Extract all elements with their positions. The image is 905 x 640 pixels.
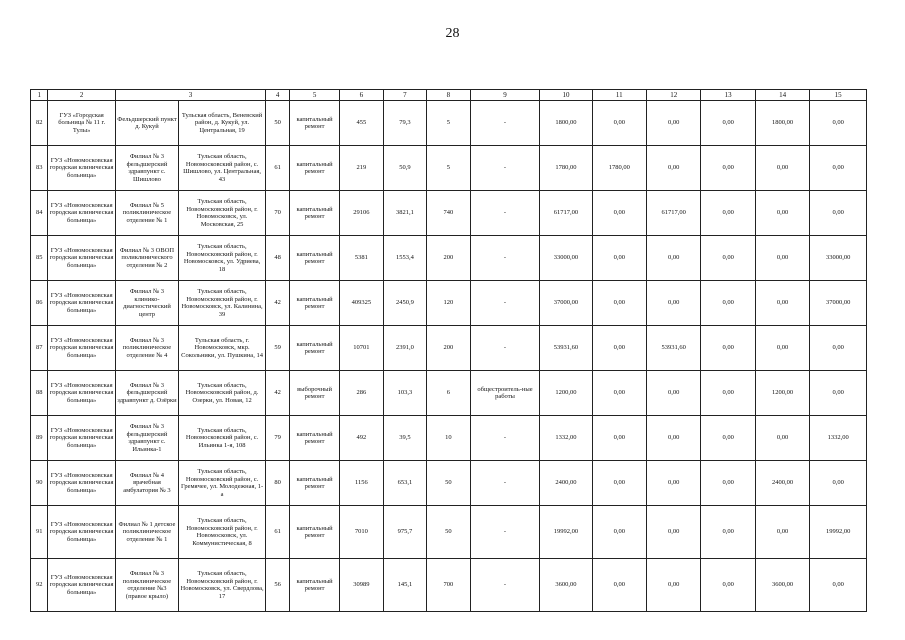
table-row — [31, 559, 867, 612]
c4-cell: 79 — [266, 416, 290, 461]
c14-cell: 0,00 — [755, 146, 809, 191]
work-type-cell: капитальный ремонт — [290, 559, 340, 612]
c8-cell: 200 — [427, 326, 471, 371]
address-cell: Тульская область, Веневский район, д. Кукуй, ул. Центральная, 19 — [179, 101, 266, 146]
unit-cell: Филиал № 3 клинико-диагностический центр — [115, 281, 178, 326]
c15-cell: 33000,00 — [810, 236, 867, 281]
unit-cell: Филиал № 3 поликлиническое отделение № 4 — [115, 326, 178, 371]
work-type-cell: капитальный ремонт — [290, 506, 340, 559]
c15-cell: 37000,00 — [810, 281, 867, 326]
c14-cell: 0,00 — [755, 236, 809, 281]
organization-cell: ГУЗ «Новомосковская городская клиническая больница» — [48, 146, 115, 191]
address-cell: Тульская область, Новомосковский район, с. Шишлово, ул. Центральная, 43 — [179, 146, 266, 191]
c4-cell: 61 — [266, 146, 290, 191]
unit-cell: Филиал № 4 врачебная амбулатория № 3 — [115, 461, 178, 506]
column-header: 12 — [647, 90, 701, 101]
work-type-cell: капитальный ремонт — [290, 236, 340, 281]
row-number-cell: 92 — [31, 559, 48, 612]
table-row — [31, 371, 867, 416]
c12-cell: 0,00 — [647, 371, 701, 416]
work-type-cell: капитальный ремонт — [290, 416, 340, 461]
row-number-cell: 82 — [31, 101, 48, 146]
c4-cell: 42 — [266, 371, 290, 416]
address-cell: Тульская область, Новомосковский район, г. Новомосковск, ул. Коммунистическая, 8 — [179, 506, 266, 559]
c4-cell: 56 — [266, 559, 290, 612]
c9-cell: - — [470, 146, 540, 191]
column-header: 11 — [592, 90, 646, 101]
c7-cell: 975,7 — [383, 506, 427, 559]
c15-cell: 0,00 — [810, 191, 867, 236]
c13-cell: 0,00 — [701, 559, 755, 612]
c8-cell: 700 — [427, 559, 471, 612]
c4-cell: 42 — [266, 281, 290, 326]
c15-cell: 0,00 — [810, 101, 867, 146]
c11-cell: 1780,00 — [592, 146, 646, 191]
c9-cell: - — [470, 236, 540, 281]
c10-cell: 1780,00 — [540, 146, 592, 191]
page-number: 28 — [445, 26, 460, 41]
column-header: 8 — [427, 90, 471, 101]
c12-cell: 0,00 — [647, 461, 701, 506]
c4-cell: 50 — [266, 101, 290, 146]
c7-cell: 145,1 — [383, 559, 427, 612]
organization-cell: ГУЗ «Новомосковская городская клиническая больница» — [48, 559, 115, 612]
organization-cell: ГУЗ «Новомосковская городская клиническая больница» — [48, 191, 115, 236]
row-number-cell: 87 — [31, 326, 48, 371]
row-number-cell: 89 — [31, 416, 48, 461]
column-header-row — [31, 90, 867, 101]
c7-cell: 103,3 — [383, 371, 427, 416]
c6-cell: 1156 — [340, 461, 384, 506]
c6-cell: 409325 — [340, 281, 384, 326]
c11-cell: 0,00 — [592, 281, 646, 326]
address-cell: Тульская область, г. Новомосковск, мкр. Сокольники, ул. Пушкина, 14 — [179, 326, 266, 371]
c8-cell: 10 — [427, 416, 471, 461]
c4-cell: 61 — [266, 506, 290, 559]
column-header: 13 — [701, 90, 755, 101]
work-type-cell: капитальный ремонт — [290, 281, 340, 326]
unit-cell: Филиал № 3 поликлиническое отделение №3 (правое крыло) — [115, 559, 178, 612]
c9-cell: общестроитель-ные работы — [470, 371, 540, 416]
c10-cell: 53931,60 — [540, 326, 592, 371]
c9-cell: - — [470, 326, 540, 371]
c9-cell: - — [470, 461, 540, 506]
c10-cell: 19992,00 — [540, 506, 592, 559]
c12-cell: 0,00 — [647, 236, 701, 281]
c10-cell: 61717,00 — [540, 191, 592, 236]
row-number-cell: 90 — [31, 461, 48, 506]
c13-cell: 0,00 — [701, 191, 755, 236]
organization-cell: ГУЗ «Новомосковская городская клиническая больница» — [48, 371, 115, 416]
c8-cell: 120 — [427, 281, 471, 326]
row-number-cell: 91 — [31, 506, 48, 559]
row-number-cell: 84 — [31, 191, 48, 236]
c7-cell: 79,3 — [383, 101, 427, 146]
c7-cell: 50,9 — [383, 146, 427, 191]
column-header: 5 — [290, 90, 340, 101]
c10-cell: 1332,00 — [540, 416, 592, 461]
work-type-cell: капитальный ремонт — [290, 101, 340, 146]
c12-cell: 53931,60 — [647, 326, 701, 371]
c12-cell: 0,00 — [647, 146, 701, 191]
c13-cell: 0,00 — [701, 416, 755, 461]
c13-cell: 0,00 — [701, 326, 755, 371]
c13-cell: 0,00 — [701, 101, 755, 146]
c15-cell: 0,00 — [810, 371, 867, 416]
row-number-cell: 85 — [31, 236, 48, 281]
address-cell: Тульская область, Новомосковский район, г. Новомосковск, ул. Удриева, 18 — [179, 236, 266, 281]
c4-cell: 70 — [266, 191, 290, 236]
c14-cell: 0,00 — [755, 506, 809, 559]
c7-cell: 2450,9 — [383, 281, 427, 326]
c15-cell: 0,00 — [810, 461, 867, 506]
c14-cell: 1800,00 — [755, 101, 809, 146]
c15-cell: 1332,00 — [810, 416, 867, 461]
column-header: 14 — [755, 90, 809, 101]
work-type-cell: капитальный ремонт — [290, 146, 340, 191]
c7-cell: 2391,0 — [383, 326, 427, 371]
c9-cell: - — [470, 191, 540, 236]
c6-cell: 219 — [340, 146, 384, 191]
c14-cell: 2400,00 — [755, 461, 809, 506]
c6-cell: 455 — [340, 101, 384, 146]
work-type-cell: капитальный ремонт — [290, 461, 340, 506]
c11-cell: 0,00 — [592, 326, 646, 371]
c14-cell: 0,00 — [755, 416, 809, 461]
address-cell: Тульская область, Новомосковский район, г. Новомосковск, ул. Свердлова, 17 — [179, 559, 266, 612]
organization-cell: ГУЗ «Новомосковская городская клиническая больница» — [48, 416, 115, 461]
c8-cell: 5 — [427, 101, 471, 146]
c9-cell: - — [470, 281, 540, 326]
organization-cell: ГУЗ «Новомосковская городская клиническая больница» — [48, 236, 115, 281]
unit-cell: Фельдшерский пункт д. Кукуй — [115, 101, 178, 146]
c4-cell: 59 — [266, 326, 290, 371]
column-header: 15 — [810, 90, 867, 101]
c15-cell: 19992,00 — [810, 506, 867, 559]
c6-cell: 7010 — [340, 506, 384, 559]
c4-cell: 80 — [266, 461, 290, 506]
c8-cell: 50 — [427, 506, 471, 559]
c10-cell: 3600,00 — [540, 559, 592, 612]
c12-cell: 0,00 — [647, 281, 701, 326]
work-type-cell: капитальный ремонт — [290, 326, 340, 371]
c9-cell: - — [470, 416, 540, 461]
column-header: 6 — [340, 90, 384, 101]
c12-cell: 0,00 — [647, 416, 701, 461]
column-header: 4 — [266, 90, 290, 101]
data-table — [30, 89, 867, 612]
c6-cell: 5381 — [340, 236, 384, 281]
c9-cell: - — [470, 101, 540, 146]
table-row — [31, 281, 867, 326]
c4-cell: 48 — [266, 236, 290, 281]
c8-cell: 5 — [427, 146, 471, 191]
c7-cell: 653,1 — [383, 461, 427, 506]
unit-cell: Филиал № 5 поликлиническое отделение № 1 — [115, 191, 178, 236]
c12-cell: 0,00 — [647, 506, 701, 559]
c13-cell: 0,00 — [701, 146, 755, 191]
c15-cell: 0,00 — [810, 326, 867, 371]
c8-cell: 6 — [427, 371, 471, 416]
address-cell: Тульская область, Новомосковский район, д. Озерки, ул. Новая, 12 — [179, 371, 266, 416]
organization-cell: ГУЗ «Новомосковская городская клиническая больница» — [48, 506, 115, 559]
c11-cell: 0,00 — [592, 506, 646, 559]
table-body — [31, 101, 867, 612]
column-header: 2 — [48, 90, 115, 101]
c10-cell: 2400,00 — [540, 461, 592, 506]
c12-cell: 0,00 — [647, 101, 701, 146]
c14-cell: 3600,00 — [755, 559, 809, 612]
unit-cell: Филиал № 3 фельдшерский здравпункт с. Ильинка-1 — [115, 416, 178, 461]
c11-cell: 0,00 — [592, 416, 646, 461]
c7-cell: 3821,1 — [383, 191, 427, 236]
c12-cell: 0,00 — [647, 559, 701, 612]
c10-cell: 37000,00 — [540, 281, 592, 326]
table-row — [31, 506, 867, 559]
c9-cell: - — [470, 559, 540, 612]
c6-cell: 29106 — [340, 191, 384, 236]
organization-cell: ГУЗ «Новомосковская городская клиническая больница» — [48, 461, 115, 506]
c10-cell: 1800,00 — [540, 101, 592, 146]
c14-cell: 0,00 — [755, 281, 809, 326]
c13-cell: 0,00 — [701, 371, 755, 416]
c8-cell: 200 — [427, 236, 471, 281]
c6-cell: 286 — [340, 371, 384, 416]
organization-cell: ГУЗ «Городская больница № 11 г. Тулы» — [48, 101, 115, 146]
work-type-cell: выборочный ремонт — [290, 371, 340, 416]
c6-cell: 30989 — [340, 559, 384, 612]
c13-cell: 0,00 — [701, 281, 755, 326]
table-row — [31, 146, 867, 191]
c15-cell: 0,00 — [810, 146, 867, 191]
organization-cell: ГУЗ «Новомосковская городская клиническая больница» — [48, 281, 115, 326]
c7-cell: 1553,4 — [383, 236, 427, 281]
c10-cell: 1200,00 — [540, 371, 592, 416]
c15-cell: 0,00 — [810, 559, 867, 612]
address-cell: Тульская область, Новомосковский район, г. Новомосковск, ул. Калинина, 39 — [179, 281, 266, 326]
c11-cell: 0,00 — [592, 236, 646, 281]
address-cell: Тульская область, Новомосковский район, с. Гремячее, ул. Молодежная, 1-а — [179, 461, 266, 506]
row-number-cell: 83 — [31, 146, 48, 191]
c6-cell: 492 — [340, 416, 384, 461]
column-header: 3 — [115, 90, 265, 101]
c14-cell: 0,00 — [755, 326, 809, 371]
column-header: 9 — [470, 90, 540, 101]
unit-cell: Филиал № 3 ОВОП поликлинического отделения № 2 — [115, 236, 178, 281]
c11-cell: 0,00 — [592, 559, 646, 612]
work-type-cell: капитальный ремонт — [290, 191, 340, 236]
c11-cell: 0,00 — [592, 191, 646, 236]
c14-cell: 1200,00 — [755, 371, 809, 416]
c14-cell: 0,00 — [755, 191, 809, 236]
c8-cell: 50 — [427, 461, 471, 506]
organization-cell: ГУЗ «Новомосковская городская клиническая больница» — [48, 326, 115, 371]
row-number-cell: 88 — [31, 371, 48, 416]
table-row — [31, 191, 867, 236]
c11-cell: 0,00 — [592, 371, 646, 416]
row-number-cell: 86 — [31, 281, 48, 326]
unit-cell: Филиал № 3 фельдшерский здравпункт д. Озёрки — [115, 371, 178, 416]
column-header: 7 — [383, 90, 427, 101]
c11-cell: 0,00 — [592, 101, 646, 146]
table-row — [31, 416, 867, 461]
c13-cell: 0,00 — [701, 506, 755, 559]
table-row — [31, 461, 867, 506]
c8-cell: 740 — [427, 191, 471, 236]
c12-cell: 61717,00 — [647, 191, 701, 236]
c9-cell: - — [470, 506, 540, 559]
c7-cell: 39,5 — [383, 416, 427, 461]
c11-cell: 0,00 — [592, 461, 646, 506]
unit-cell: Филиал № 3 фельдшерский здравпункт с. Шишлово — [115, 146, 178, 191]
address-cell: Тульская область, Новомосковский район, с. Ильинка 1-я, 108 — [179, 416, 266, 461]
c13-cell: 0,00 — [701, 236, 755, 281]
column-header: 1 — [31, 90, 48, 101]
c10-cell: 33000,00 — [540, 236, 592, 281]
c13-cell: 0,00 — [701, 461, 755, 506]
unit-cell: Филиал № 1 детское поликлиническое отделение № 1 — [115, 506, 178, 559]
column-header: 10 — [540, 90, 592, 101]
c6-cell: 10701 — [340, 326, 384, 371]
table-row — [31, 101, 867, 146]
table-row — [31, 326, 867, 371]
address-cell: Тульская область, Новомосковский район, г. Новомосковск, ул. Московская, 25 — [179, 191, 266, 236]
table-row — [31, 236, 867, 281]
